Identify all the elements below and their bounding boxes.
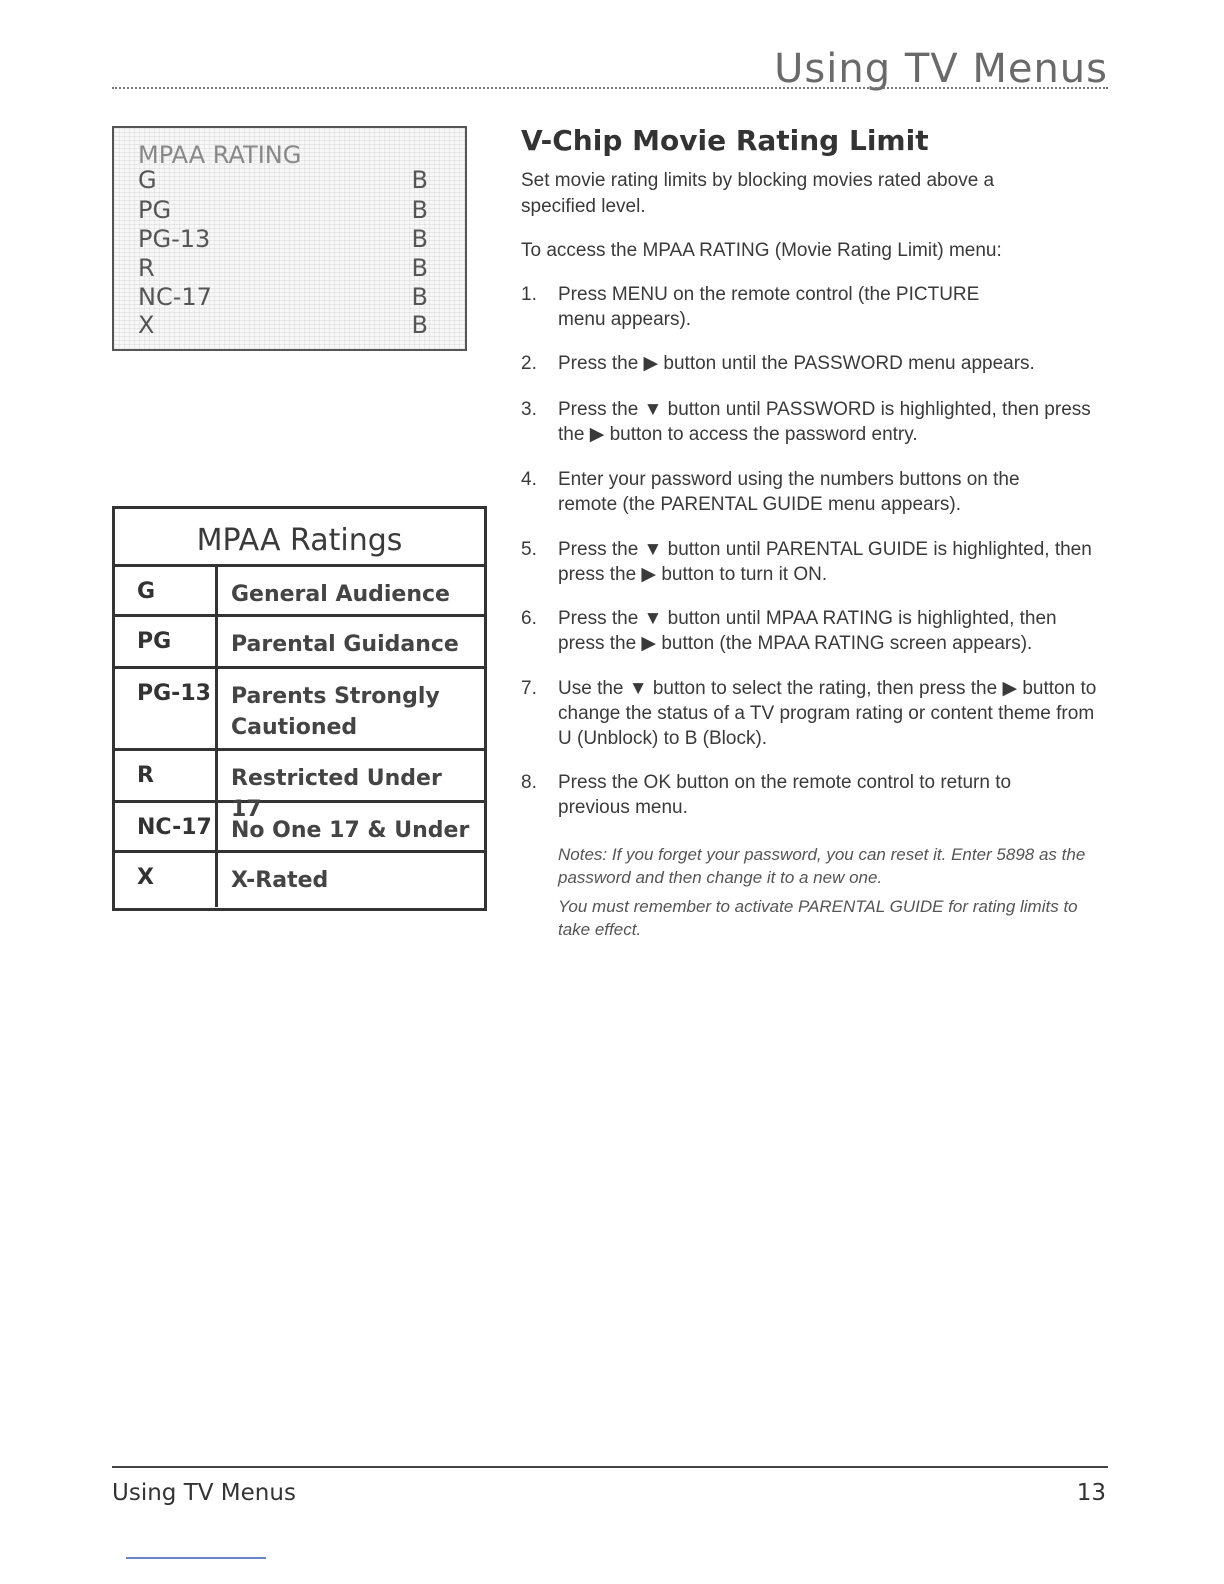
rating-code: X — [115, 853, 218, 907]
screen-row-value: B — [411, 311, 428, 339]
screen-row — [138, 311, 428, 341]
step-text: Press the ▶ button until the PASSWORD menu appears. — [558, 353, 1035, 374]
screen-row-label: R — [138, 254, 155, 282]
note-activate-parental-guide: You must remember to activate PARENTAL GUIDE for rating limits to take effect. — [558, 897, 1078, 939]
screen-row-value: B — [411, 196, 428, 224]
screen-row — [138, 196, 428, 226]
step-text: Press the ▼ button until PARENTAL GUIDE is highlighted, then press the ▶ button to turn it ON. — [558, 539, 1092, 585]
screen-row-value: B — [411, 225, 428, 253]
step-number: 1. — [521, 284, 537, 305]
mpaa-ratings-table — [112, 506, 487, 911]
rating-code: NC-17 — [115, 803, 218, 850]
scan-mark-line — [126, 1557, 266, 1559]
rating-description: X-Rated — [231, 868, 329, 893]
rating-description: No One 17 & Under — [231, 818, 470, 843]
rating-description: Parental Guidance — [231, 632, 459, 657]
rating-code: PG-13 — [115, 669, 218, 748]
table-row — [115, 751, 484, 822]
ratings-table-title: MPAA Ratings — [115, 509, 484, 567]
screen-row — [138, 225, 428, 255]
rating-description: Restricted Under 17 — [231, 766, 442, 822]
footer-section-title: Using TV Menus — [112, 1480, 296, 1506]
step-text: Press the ▼ button until MPAA RATING is highlighted, then press the ▶ button (the MPAA RATING screen appears). — [558, 608, 1057, 654]
screen-row-label: NC-17 — [138, 283, 212, 311]
table-row — [115, 803, 484, 853]
section-intro: Set movie rating limits by blocking movies rated above a specified level. — [521, 170, 995, 217]
rating-code: PG — [115, 617, 218, 666]
access-instructions: To access the MPAA RATING (Movie Rating Limit) menu: — [521, 240, 1002, 261]
screen-row-label: G — [138, 166, 157, 194]
table-row — [115, 669, 484, 751]
step-number: 5. — [521, 539, 537, 560]
table-row — [115, 853, 484, 907]
screen-row-label: PG — [138, 196, 172, 224]
step-number: 6. — [521, 608, 537, 629]
step-number: 4. — [521, 469, 537, 490]
step-number: 7. — [521, 678, 537, 699]
screen-row-label: PG-13 — [138, 225, 211, 253]
step-number: 8. — [521, 772, 537, 793]
note-password-reset: Notes: If you forget your password, you can reset it. Enter 5898 as the password and then change it to a new one. — [558, 845, 1086, 887]
page-header-title: Using TV Menus — [774, 46, 1108, 92]
step-text: Use the ▼ button to select the rating, then press the ▶ button to change the status of a TV program rating or content theme from U (Unblock) to B (Block). — [558, 678, 1097, 749]
screen-title: MPAA RATING — [138, 141, 302, 169]
step-text: Press the OK button on the remote control to return to previous menu. — [558, 772, 1012, 818]
table-row — [115, 567, 484, 617]
mpaa-rating-screen-illustration — [112, 126, 467, 351]
screen-row-value: B — [411, 254, 428, 282]
step-text: Enter your password using the numbers buttons on the remote (the PARENTAL GUIDE menu appears). — [558, 469, 1020, 515]
section-title: V-Chip Movie Rating Limit — [521, 124, 929, 157]
rating-code: R — [115, 751, 218, 800]
step-text: Press the ▼ button until PASSWORD is highlighted, then press the ▶ button to access the password entry. — [558, 399, 1091, 445]
footer-divider — [112, 1466, 1108, 1468]
screen-row — [138, 254, 428, 284]
screen-row — [138, 166, 428, 196]
step-number: 3. — [521, 399, 537, 420]
table-row — [115, 617, 484, 669]
rating-description: General Audience — [231, 582, 450, 607]
screen-row-label: X — [138, 311, 155, 339]
screen-row-value: B — [411, 166, 428, 194]
header-divider — [112, 87, 1108, 89]
screen-row — [138, 283, 428, 313]
page-number: 13 — [1076, 1480, 1106, 1506]
rating-description: Parents Strongly Cautioned — [231, 684, 440, 740]
screen-row-value: B — [411, 283, 428, 311]
step-text: Press MENU on the remote control (the PICTURE menu appears). — [558, 284, 980, 330]
rating-code: G — [115, 567, 218, 614]
step-number: 2. — [521, 353, 537, 374]
